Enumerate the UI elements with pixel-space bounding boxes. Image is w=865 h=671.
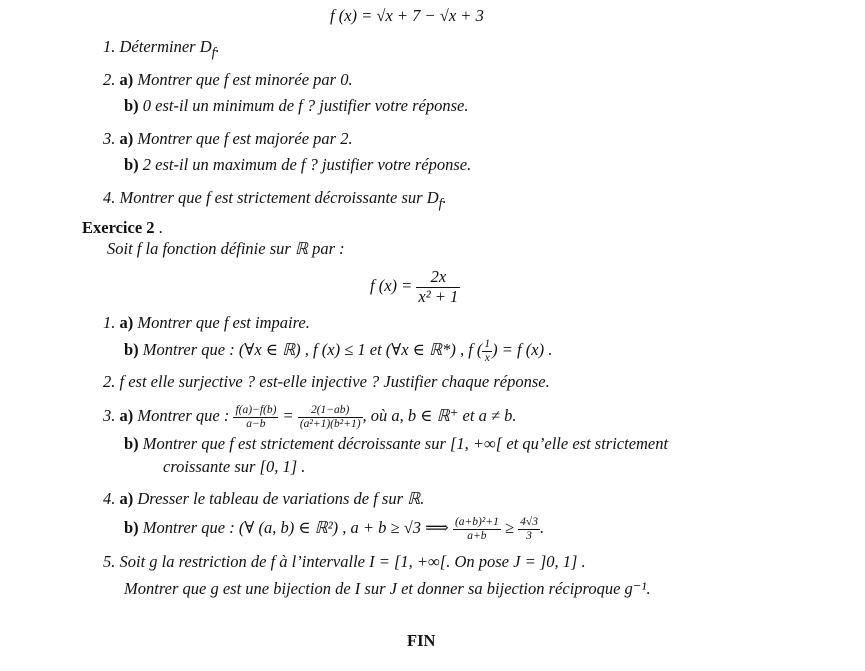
q-text: 0 est-il un minimum de f ? justifier votre réponse.	[142, 96, 469, 115]
ex2-q4a	[103, 488, 424, 510]
sub-label: a)	[119, 129, 134, 148]
def-denominator: x² + 1	[418, 286, 459, 306]
exercise-2-title	[82, 217, 163, 239]
sub-label: b)	[124, 155, 139, 174]
q-text: 2 est-il un maximum de f ? justifier votre réponse.	[142, 155, 472, 174]
q-text-2: ) = f (x) .	[492, 340, 553, 359]
def-lhs: f (x) =	[370, 276, 413, 295]
ex1-q3b	[124, 154, 471, 176]
footer-fin: FIN	[407, 631, 436, 650]
q-text: Dresser le tableau de variations de f sur ℝ.	[137, 489, 425, 508]
q-number: 2.	[103, 70, 116, 89]
ex1-q2b	[124, 95, 468, 117]
ex1-q4	[103, 187, 447, 214]
q-text: f est elle surjective ? est-elle injective ? Justifier chaque réponse.	[119, 372, 550, 391]
q-text: Montrer que f est impaire.	[137, 313, 310, 332]
ex2-q1a	[103, 312, 310, 334]
ex1-q3a	[103, 128, 353, 150]
one-over-x-fraction	[482, 338, 492, 365]
q-number: 1.	[103, 313, 116, 332]
ex2-q4b	[124, 512, 544, 544]
q-text: Soit g la restriction de f à l’intervalle I = [1, +∞[. On pose J = ]0, 1] .	[119, 552, 586, 571]
sub-label: b)	[124, 340, 139, 359]
sub-label: a)	[119, 489, 134, 508]
ex2-q1b	[124, 335, 552, 365]
equals-sign: =	[282, 406, 294, 425]
ex2-q3b-line2: croissante sur [0, 1] .	[163, 457, 306, 476]
heading-dot: .	[158, 218, 163, 237]
ge-sign: ≥	[504, 518, 515, 537]
exercise-heading: Exercice 2	[82, 218, 155, 237]
sub-label: a)	[119, 406, 134, 425]
q-number: 4.	[103, 188, 116, 207]
q-text: Montrer que f est strictement décroissante sur D	[119, 188, 439, 207]
q-end: .	[215, 37, 220, 56]
q-text-1: Montrer que : (∀x ∈ ℝ) , f (x) ≤ 1 et (∀x ∈ ℝ*) , f (	[142, 340, 483, 359]
ex1-q1	[103, 36, 220, 63]
q-number: 5.	[103, 552, 116, 571]
frac-denominator: a−b	[246, 417, 266, 430]
frac-numerator: 1	[482, 338, 492, 352]
ex2-q3b-line1	[124, 433, 668, 455]
q-text-2: , où a, b ∈ ℝ⁺ et a ≠ b.	[362, 406, 517, 425]
frac-numerator: 2(1−ab)	[298, 404, 363, 418]
q-sub: f	[438, 195, 443, 211]
difference-quotient	[233, 404, 278, 431]
q-end: .	[442, 188, 447, 207]
frac-denominator: x	[484, 351, 490, 364]
ex1-q2a	[103, 69, 353, 91]
sub-label: a)	[119, 313, 134, 332]
ex2-intro: Soit f la fonction définie sur ℝ par :	[107, 239, 345, 258]
q-number: 3.	[103, 406, 116, 425]
lhs-fraction	[453, 516, 501, 543]
def-numerator: 2x	[416, 268, 460, 288]
top-formula: f (x) = √x + 7 − √x + 3	[330, 6, 484, 25]
q-number: 1.	[103, 37, 116, 56]
q-text: Montrer que f est strictement décroissante sur [1, +∞[ et qu’elle est strictement	[142, 434, 669, 453]
q-text: Montrer que f est minorée par 0.	[137, 70, 353, 89]
rhs-fraction	[518, 516, 540, 543]
ex2-q3a	[103, 400, 517, 432]
rhs-fraction	[298, 404, 363, 431]
q-sub: f	[211, 44, 216, 60]
sub-label: b)	[124, 434, 139, 453]
q-number: 2.	[103, 372, 116, 391]
q-number: 3.	[103, 129, 116, 148]
q-end: .	[539, 518, 545, 537]
frac-denominator: a+b	[467, 529, 487, 542]
frac-numerator: 4√3	[518, 516, 540, 530]
sub-label: b)	[124, 96, 139, 115]
ex2-q5-line2: Montrer que g est une bijection de I sur J et donner sa bijection réciproque g⁻¹.	[124, 579, 651, 598]
q-number: 4.	[103, 489, 116, 508]
q-text: Déterminer D	[119, 37, 212, 56]
frac-denominator: 3	[526, 529, 532, 542]
frac-numerator: (a+b)²+1	[453, 516, 501, 530]
q-text: Montrer que f est majorée par 2.	[137, 129, 353, 148]
ex2-q2	[103, 371, 550, 393]
frac-numerator: f(a)−f(b)	[233, 404, 278, 418]
q-text-1: Montrer que :	[137, 406, 230, 425]
frac-denominator: (a²+1)(b²+1)	[299, 417, 361, 430]
sub-label: a)	[119, 70, 134, 89]
ex2-definition	[370, 264, 460, 308]
ex2-q5-line1	[103, 551, 586, 573]
def-fraction	[416, 268, 460, 307]
sub-label: b)	[124, 518, 139, 537]
q-text: Montrer que : (∀ (a, b) ∈ ℝ²) , a + b ≥ √3 ⟹	[142, 518, 449, 537]
